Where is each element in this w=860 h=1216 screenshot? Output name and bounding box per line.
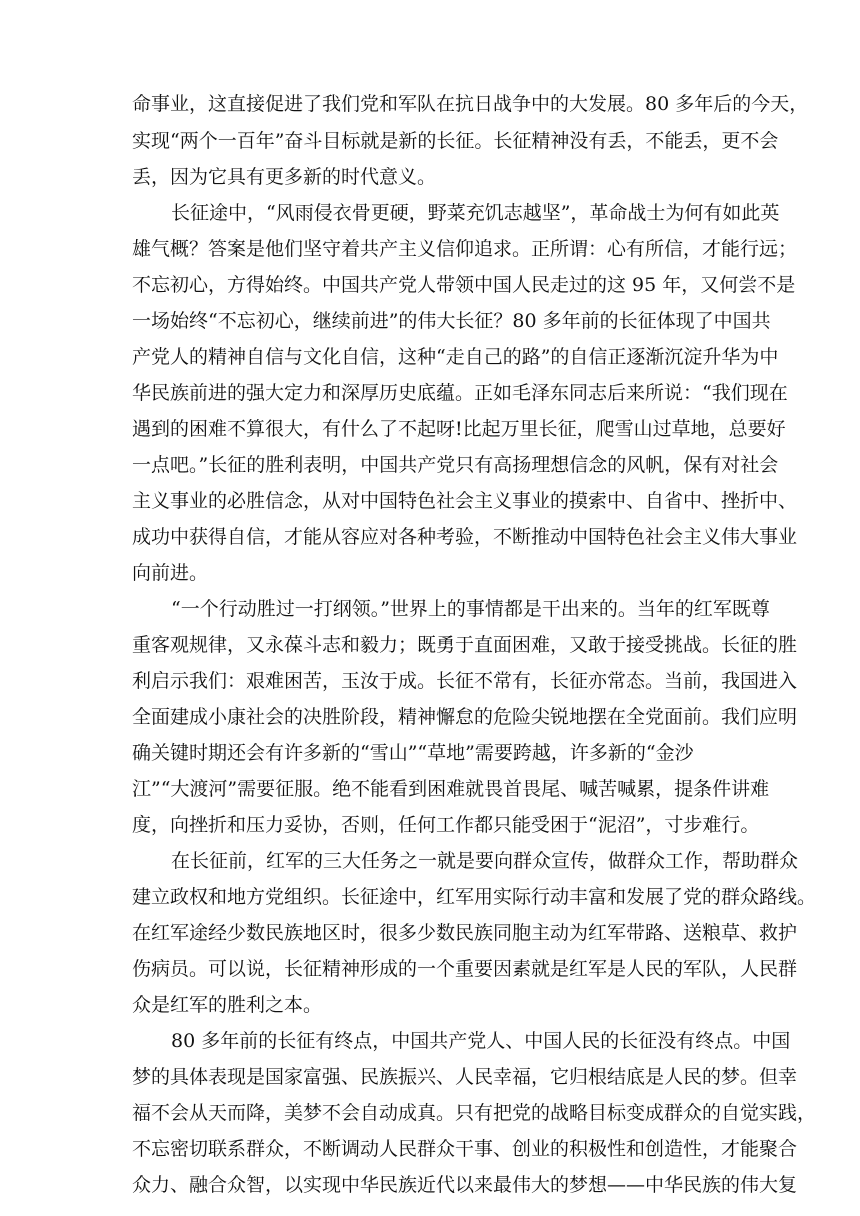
text-line: 不忘初心，方得始终。中国共产党人带领中国人民走过的这 95 年，又何尝不是 [132, 274, 796, 296]
text-line: 确关键时期还会有许多新的“雪山”“草地”需要跨越，许多新的“金沙 [132, 742, 694, 764]
text-line: 伤病员。可以说，长征精神形成的一个重要因素就是红军是人民的军队，人民群 [132, 958, 798, 980]
paragraph-first-line: 长征途中，“风雨侵衣骨更硬，野菜充饥志越坚”，革命战士为何有如此英 [171, 202, 780, 224]
text-line: 成功中获得自信，才能从容应对各种考验，不断推动中国特色社会主义伟大事业 [132, 526, 798, 548]
text-line: 度，向挫折和压力妥协，否则，任何工作都只能受困于“泥沼”，寸步难行。 [132, 814, 760, 836]
text-line: 雄气概？答案是他们坚守着共产主义信仰追求。正所谓：心有所信，才能行远； [132, 238, 798, 260]
paragraph-first-line: “一个行动胜过一打纲领。”世界上的事情都是干出来的。当年的红军既尊 [171, 598, 770, 620]
paragraph-first-line: 在长征前，红军的三大任务之一就是要向群众宣传，做群众工作，帮助群众 [171, 850, 799, 872]
text-line: 在红军途经少数民族地区时，很多少数民族同胞主动为红军带路、送粮草、救护 [132, 922, 798, 944]
text-line: 向前进。 [132, 562, 209, 584]
text-line: 不忘密切联系群众，不断调动人民群众干事、创业的积极性和创造性，才能聚合 [132, 1138, 798, 1160]
text-line: 重客观规律，又永葆斗志和毅力；既勇于直面困难，又敢于接受挑战。长征的胜 [132, 634, 798, 656]
text-line: 主义事业的必胜信念，从对中国特色社会主义事业的摸索中、自省中、挫折中、 [132, 490, 798, 512]
text-line: 遇到的困难不算很大，有什么了不起呀!比起万里长征，爬雪山过草地，总要好 [132, 418, 786, 440]
text-line: 丢，因为它具有更多新的时代意义。 [132, 166, 437, 188]
text-line: 一点吧。”长征的胜利表明，中国共产党只有高扬理想信念的风帆，保有对社会 [132, 454, 779, 476]
text-line: 命事业，这直接促进了我们党和军队在抗日战争中的大发展。80 多年后的今天， [132, 93, 809, 115]
text-line: 产党人的精神自信与文化自信，这种“走自己的路”的自信正逐渐沉淀升华为中 [132, 346, 779, 368]
text-line: 江”“大渡河”需要征服。绝不能看到困难就畏首畏尾、喊苦喊累，提条件讲难 [132, 778, 770, 800]
text-line: 众是红军的胜利之本。 [132, 994, 323, 1016]
text-line: 全面建成小康社会的决胜阶段，精神懈怠的危险尖锐地摆在全党面前。我们应明 [132, 706, 798, 728]
paragraph-first-line: 80 多年前的长征有终点，中国共产党人、中国人民的长征没有终点。中国 [171, 1030, 791, 1052]
text-line: 福不会从天而降，美梦不会自动成真。只有把党的战略目标变成群众的自觉实践， [132, 1102, 817, 1124]
text-line: 华民族前进的强大定力和深厚历史底蕴。正如毛泽东同志后来所说：“我们现在 [132, 382, 788, 404]
text-line: 实现“两个一百年”奋斗目标就是新的长征。长征精神没有丢，不能丢，更不会 [132, 130, 779, 152]
text-line: 建立政权和地方党组织。长征途中，红军用实际行动丰富和发展了党的群众路线。 [132, 886, 817, 908]
text-line: 利启示我们：艰难困苦，玉汝于成。长征不常有，长征亦常态。当前，我国进入 [132, 670, 798, 692]
text-line: 梦的具体表现是国家富强、民族振兴、人民幸福，它归根结底是人民的梦。但幸 [132, 1066, 798, 1088]
text-line: 众力、融合众智，以实现中华民族近代以来最伟大的梦想——中华民族的伟大复 [132, 1174, 798, 1196]
text-line: 一场始终“不忘初心，继续前进”的伟大长征？80 多年前的长征体现了中国共 [132, 310, 771, 332]
